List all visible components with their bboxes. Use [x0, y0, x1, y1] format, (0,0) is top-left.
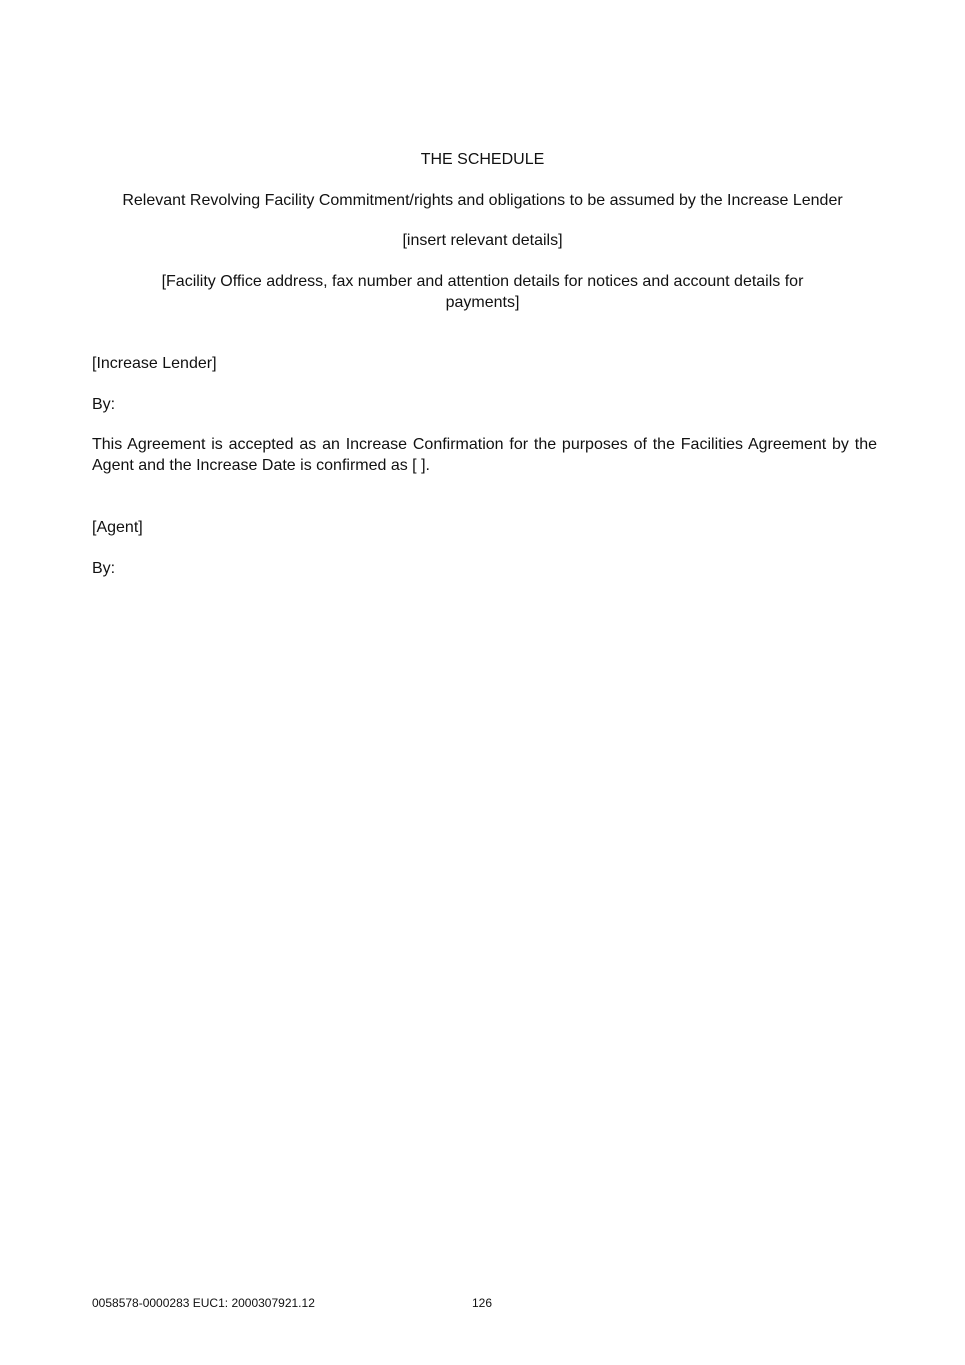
increase-lender-party: [Increase Lender] — [92, 355, 217, 372]
schedule-title: THE SCHEDULE — [420, 151, 545, 168]
schedule-subtitle: Relevant Revolving Facility Commitment/rights and obligations to be assumed by the Increase Lender — [122, 192, 843, 209]
footer-reference: 0058578-0000283 EUC1: 2000307921.12 — [92, 1296, 315, 1310]
acceptance-paragraph: This Agreement is accepted as an Increase Confirmation for the purposes of the Facilities Agreement by the Agent and the Increase Date is confirmed as [ ]. — [92, 436, 877, 474]
agent-party: [Agent] — [92, 519, 143, 536]
insert-details-placeholder: [insert relevant details] — [402, 232, 563, 249]
footer-page-number: 126 — [472, 1296, 493, 1310]
agent-by-label: By: — [92, 560, 116, 577]
increase-lender-by-label: By: — [92, 396, 116, 413]
facility-office-placeholder: [Facility Office address, fax number and attention details for notices and account details for payments] — [161, 273, 804, 311]
